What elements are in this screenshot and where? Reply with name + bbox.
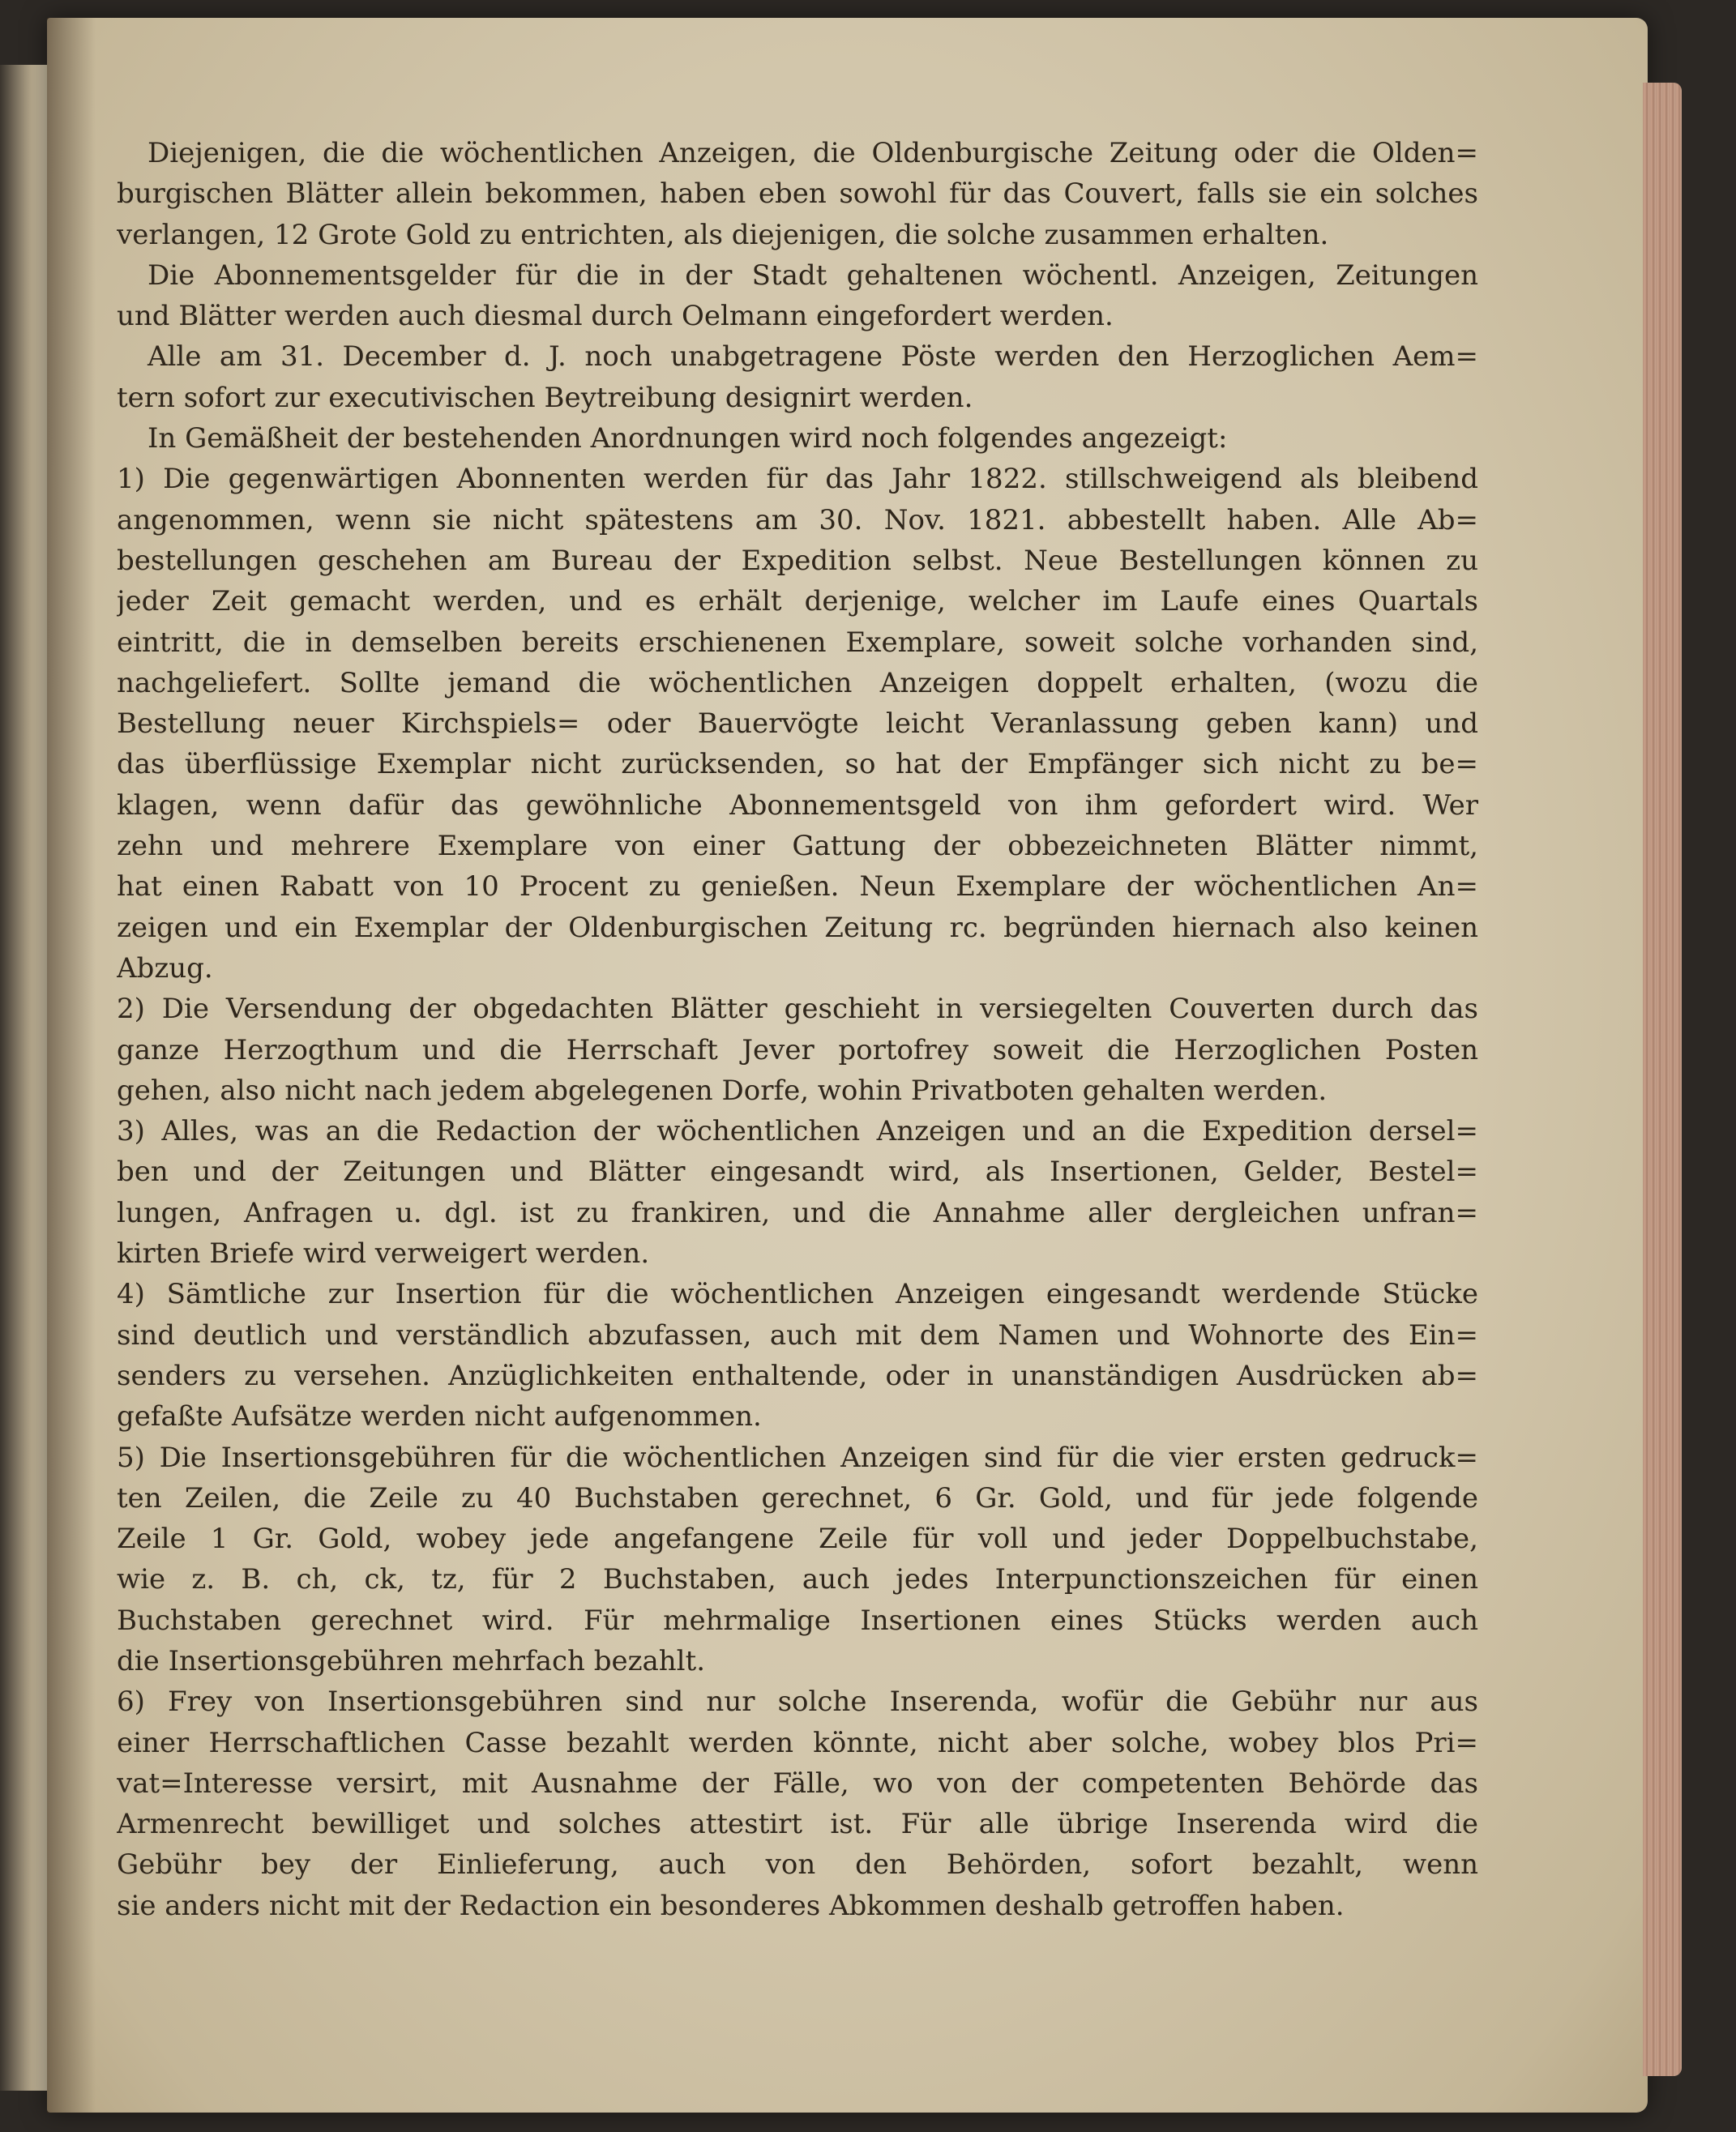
text-line: gefaßte Aufsätze werden nicht aufgenommen. xyxy=(117,1400,762,1433)
gutter-shadow xyxy=(47,18,96,2113)
book-page xyxy=(47,18,1648,2113)
text-line: ben und der Zeitungen und Blätter eingesandt wird, als Insertionen, Gelder, Bestel= xyxy=(117,1156,1478,1189)
text-line: Diejenigen, die die wöchentlichen Anzeigen, die Oldenburgische Zeitung oder die Olden= xyxy=(148,137,1478,169)
text-line: tern sofort zur executivischen Beytreibung designirt werden. xyxy=(117,381,973,414)
text-line: sind deutlich und verständlich abzufassen, auch mit dem Namen und Wohnorte des Ein= xyxy=(117,1318,1478,1352)
text-line: bestellungen geschehen am Bureau der Expedition selbst. Neue Bestellungen können zu xyxy=(117,544,1478,577)
text-line: gehen, also nicht nach jedem abgelegenen Dorfe, wohin Privatboten gehalten werden. xyxy=(117,1074,1328,1107)
text-line: Bestellung neuer Kirchspiels= oder Bauervögte leicht Veranlassung geben kann) und xyxy=(117,707,1478,741)
text-line: zeigen und ein Exemplar der Oldenburgischen Zeitung rc. begründen hiernach also keinen xyxy=(117,911,1478,944)
text-line: Die Abonnementsgelder für die in der Stadt gehaltenen wöchentl. Anzeigen, Zeitungen xyxy=(148,258,1478,292)
text-line: 6) Frey von Insertionsgebühren sind nur solche Inserenda, wofür die Gebühr nur aus xyxy=(117,1686,1478,1719)
text-line: senders zu versehen. Anzüglichkeiten enthaltende, oder in unanständigen Ausdrücken ab= xyxy=(117,1359,1478,1392)
text-line: eintritt, die in demselben bereits erschienenen Exemplare, soweit solche vorhanden sind, xyxy=(117,626,1478,659)
text-line: und Blätter werden auch diesmal durch Oelmann eingefordert werden. xyxy=(117,300,1114,333)
text-line: Alle am 31. December d. J. noch unabgetragene Pöste werden den Herzoglichen Aem= xyxy=(148,340,1478,374)
text-line: 3) Alles, was an die Redaction der wöchentlichen Anzeigen und an die Expedition dersel= xyxy=(117,1115,1478,1148)
text-line: das überflüssige Exemplar nicht zurücksenden, so hat der Empfänger sich nicht zu be= xyxy=(117,748,1478,781)
text-line: 1) Die gegenwärtigen Abonnenten werden für das Jahr 1822. stillschweigend als bleibend xyxy=(117,463,1478,496)
text-line: In Gemäßheit der bestehenden Anordnungen wird noch folgendes angezeigt: xyxy=(148,422,1228,455)
text-line: Zeile 1 Gr. Gold, wobey jede angefangene Zeile für voll und jeder Doppelbuchstabe, xyxy=(117,1523,1478,1556)
text-line: verlangen, 12 Grote Gold zu entrichten, als diejenigen, die solche zusammen erhalten. xyxy=(117,218,1329,251)
text-line: hat einen Rabatt von 10 Procent zu genießen. Neun Exemplare der wöchentlichen An= xyxy=(117,870,1478,904)
text-line: einer Herrschaftlichen Casse bezahlt werden könnte, nicht aber solche, wobey blos Pri= xyxy=(117,1726,1478,1759)
text-line: Buchstaben gerechnet wird. Für mehrmalige Insertionen eines Stücks werden auch xyxy=(117,1604,1478,1637)
text-line: ganze Herzogthum und die Herrschaft Jever portofrey soweit die Herzoglichen Posten xyxy=(117,1033,1478,1066)
text-line: ten Zeilen, die Zeile zu 40 Buchstaben gerechnet, 6 Gr. Gold, und für jede folgende xyxy=(117,1481,1478,1515)
text-line: jeder Zeit gemacht werden, und es erhält derjenige, welcher im Laufe eines Quartals xyxy=(117,585,1478,618)
text-line: nachgeliefert. Sollte jemand die wöchentlichen Anzeigen doppelt erhalten, (wozu die xyxy=(117,666,1478,699)
text-line: 5) Die Insertionsgebühren für die wöchentlichen Anzeigen sind für die vier ersten gedruck= xyxy=(117,1441,1478,1474)
text-line: lungen, Anfragen u. dgl. ist zu frankiren, und die Annahme aller dergleichen unfran= xyxy=(117,1196,1478,1229)
text-line: sie anders nicht mit der Redaction ein besonderes Abkommen deshalb getroffen haben. xyxy=(117,1889,1345,1922)
text-line: vat=Interesse versirt, mit Ausnahme der Fälle, wo von der competenten Behörde das xyxy=(117,1767,1478,1800)
text-line: Armenrecht bewilliget und solches attestirt ist. Für alle übrige Inserenda wird die xyxy=(117,1808,1478,1841)
text-line: kirten Briefe wird verweigert werden. xyxy=(117,1237,650,1271)
text-line: die Insertionsgebühren mehrfach bezahlt. xyxy=(117,1644,706,1677)
text-line: Gebühr bey der Einlieferung, auch von den Behörden, sofort bezahlt, wenn xyxy=(117,1848,1478,1882)
text-line: zehn und mehrere Exemplare von einer Gattung der obbezeichneten Blätter nimmt, xyxy=(117,830,1478,863)
page-edge-right xyxy=(1643,83,1682,2076)
text-line: angenommen, wenn sie nicht spätestens am 30. Nov. 1821. abbestellt haben. Alle Ab= xyxy=(117,503,1478,536)
text-line: 2) Die Versendung der obgedachten Blätter geschieht in versiegelten Couverten durch das xyxy=(117,993,1478,1026)
text-line: burgischen Blätter allein bekommen, haben eben sowohl für das Couvert, falls sie ein solches xyxy=(117,177,1478,211)
page-text xyxy=(117,133,1478,1926)
text-line: wie z. B. ch, ck, tz, für 2 Buchstaben, auch jedes Interpunctionszeichen für einen xyxy=(117,1563,1478,1596)
text-line: klagen, wenn dafür das gewöhnliche Abonnementsgeld von ihm gefordert wird. Wer xyxy=(117,788,1478,822)
text-line: Abzug. xyxy=(117,951,213,985)
text-line: 4) Sämtliche zur Insertion für die wöchentlichen Anzeigen eingesandt werdende Stücke xyxy=(117,1278,1478,1311)
